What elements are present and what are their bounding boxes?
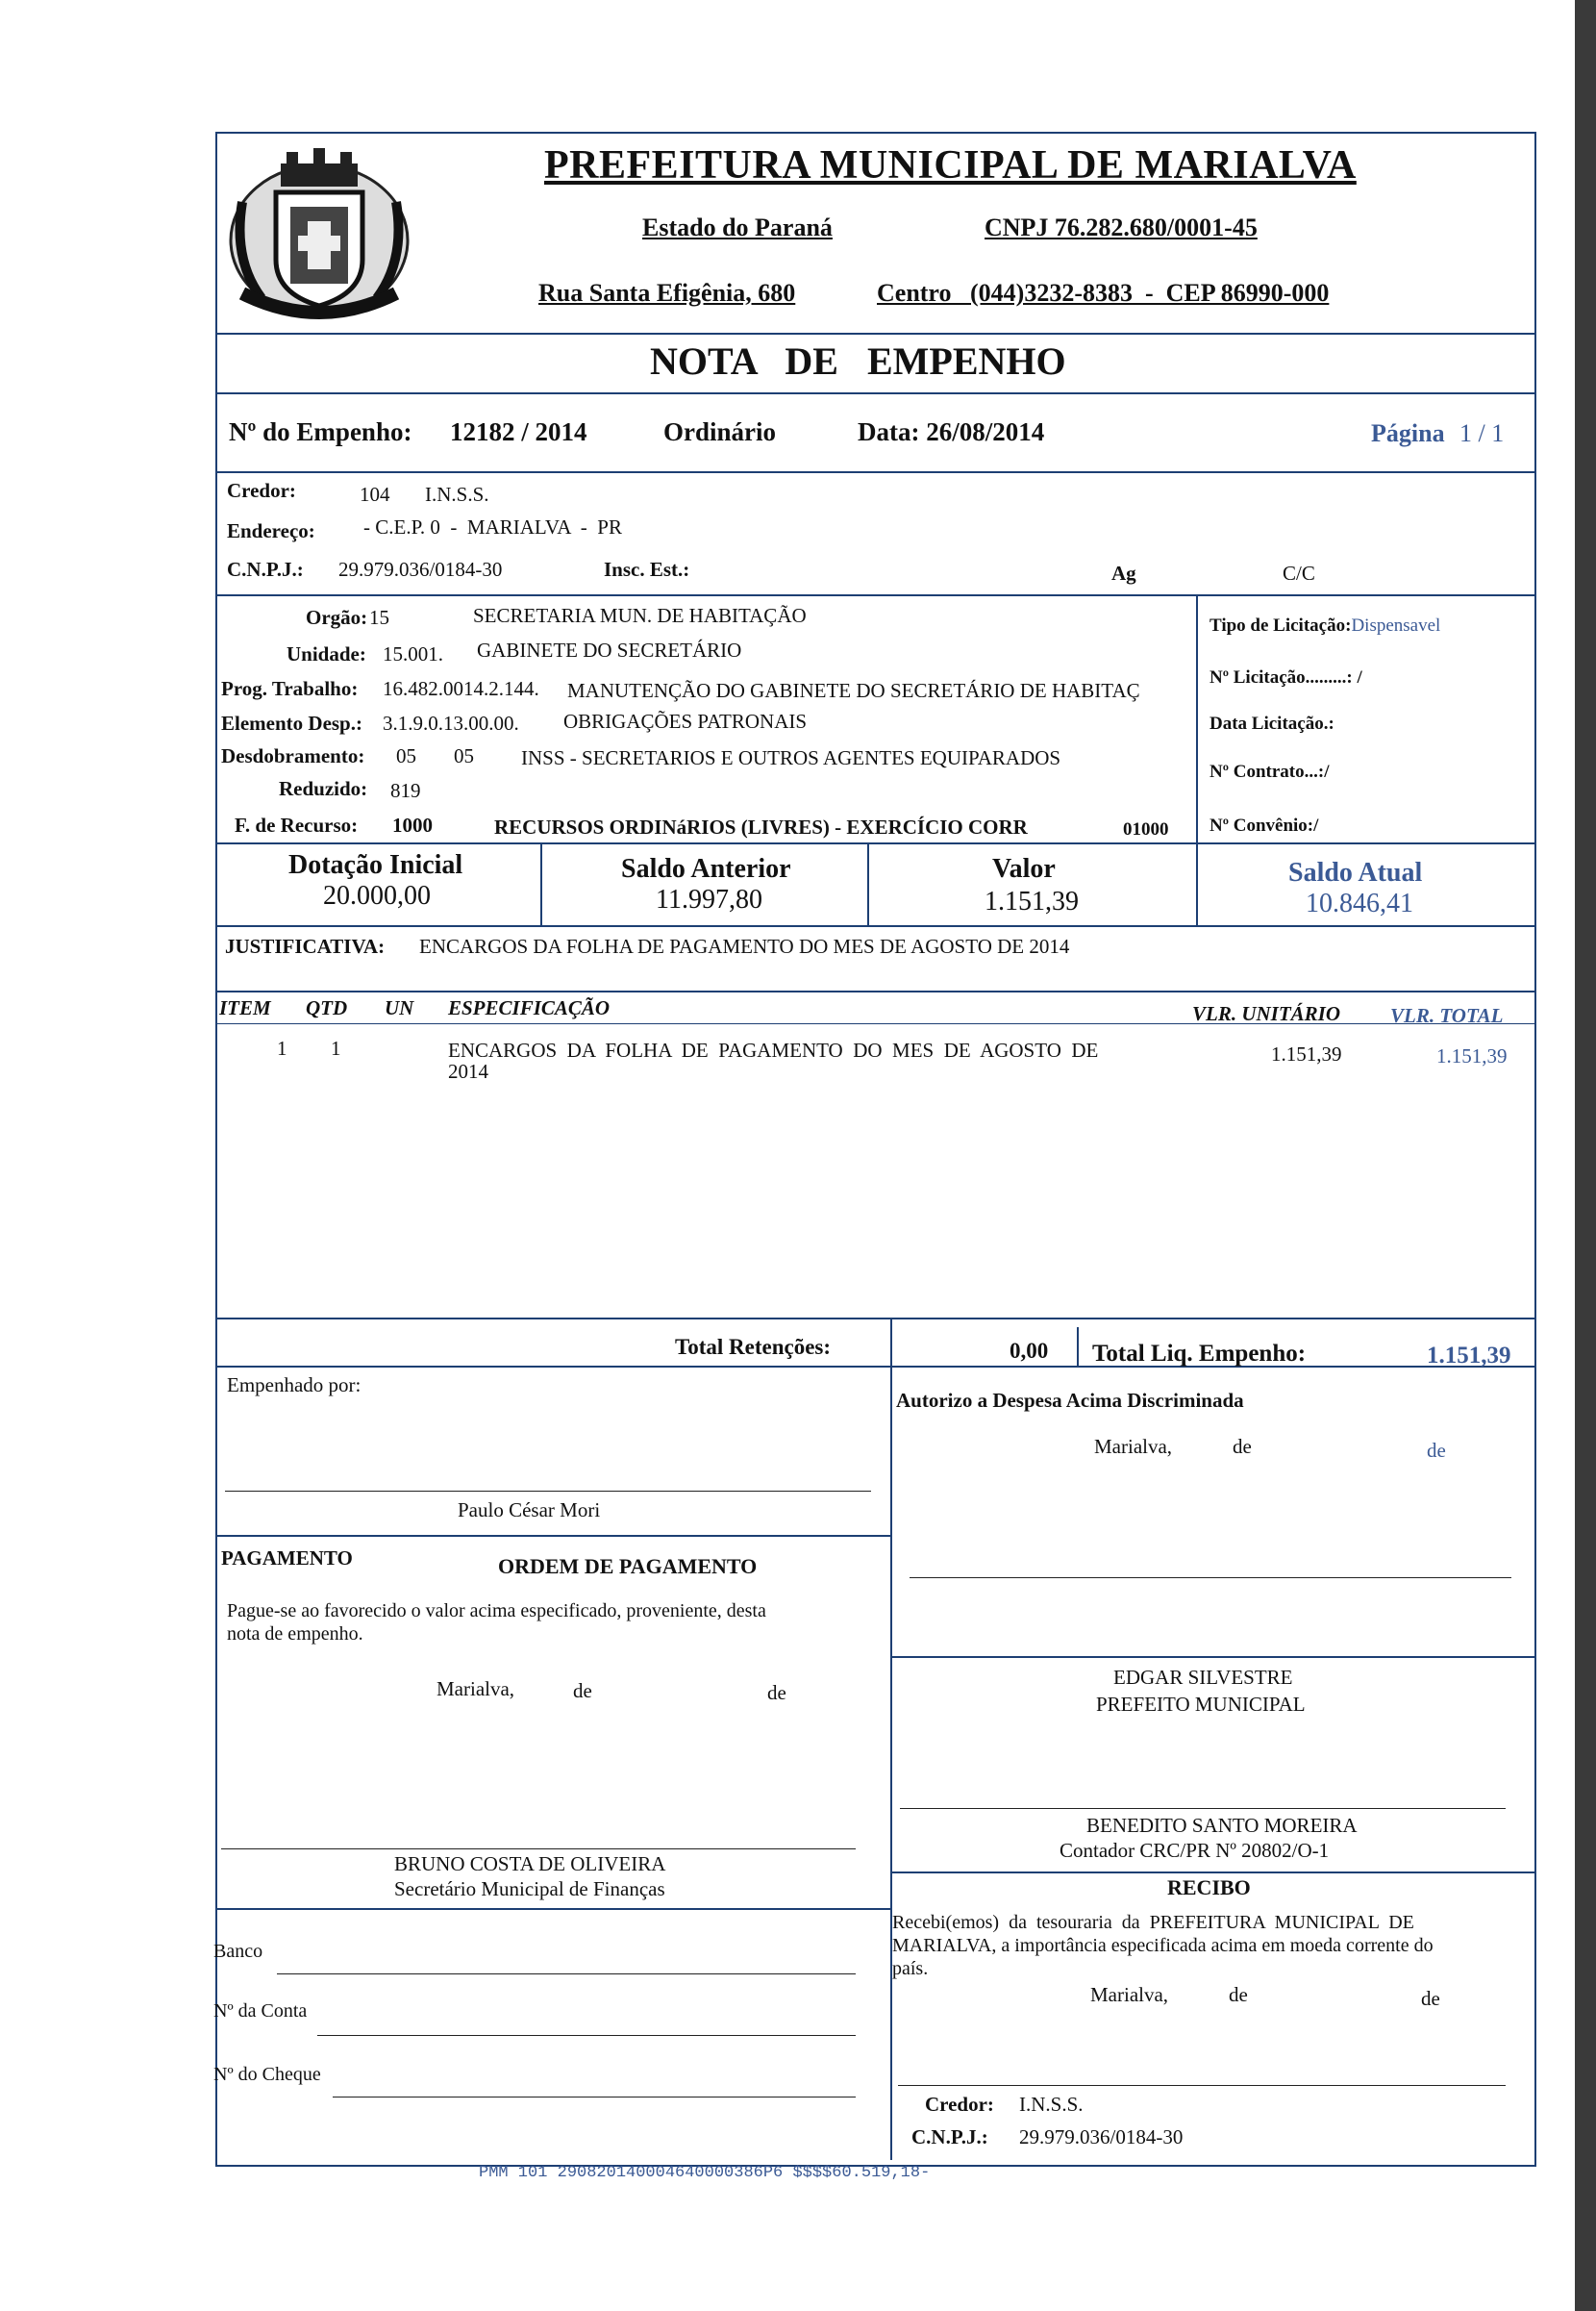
col-spec-header: ESPECIFICAÇÃO [448,996,611,1019]
contador-name: BENEDITO SANTO MOREIRA [1086,1814,1358,1837]
fonte-name: RECURSOS ORDINáRIOS (LIVRES) - EXERCÍCIO CORR [494,816,1028,839]
divider [215,925,1534,927]
account-label: C/C [1283,562,1315,585]
divider [1196,596,1198,927]
total-liq-value: 1.151,39 [1427,1343,1511,1369]
desdobramento-b: 05 [454,744,474,767]
document-title: NOTA DE EMPENHO [650,339,1066,383]
orgao-name: SECRETARIA MUN. DE HABITAÇÃO [473,604,807,627]
pagamento-text-1: Pague-se ao favorecido o valor acima especificado, proveniente, desta [227,1600,766,1621]
licitacao-type-label: Tipo de Licitação:Dispensavel [1209,615,1441,636]
justificativa-label: JUSTIFICATIVA: [225,935,386,958]
unidade-label: Unidade: [287,642,366,666]
street-address: Rua Santa Efigênia, 680 [538,279,796,307]
licitacao-date: Data Licitação.: [1209,714,1334,734]
pagamento-text-2: nota de empenho. [227,1623,363,1645]
total-liq-label: Total Liq. Empenho: [1092,1341,1307,1367]
elemento-label: Elemento Desp.: [221,712,362,735]
unidade-code: 15.001. [383,642,443,666]
valor-label: Valor [992,854,1056,884]
ordem-pagamento-label: ORDEM DE PAGAMENTO [498,1554,758,1578]
divider [215,1366,1534,1368]
prefeito-name: EDGAR SILVESTRE [1113,1666,1293,1689]
recibo-credor-value: I.N.S.S. [1019,2093,1084,2116]
divider [215,1023,1534,1024]
elemento-code: 3.1.9.0.13.00.00. [383,712,519,735]
divider [215,594,1534,596]
row-spec-line2: 2014 [448,1060,488,1083]
address-rest: Centro (044)3232-8383 - CEP 86990-000 [877,279,1330,307]
page-edge [1575,0,1596,2311]
signature-line [900,1808,1506,1809]
signature-line [898,2085,1506,2086]
fonte-code: 1000 [392,814,433,837]
divider [215,392,1534,394]
date-de-2: de [767,1681,786,1704]
address-label: Endereço: [227,519,315,542]
date-de-2: de [1421,1987,1440,2010]
date-de-1: de [1233,1435,1252,1458]
secfin-title: Secretário Municipal de Finanças [394,1877,665,1900]
conta-label: Nº da Conta [213,2000,308,2022]
col-un-header: UN [385,996,414,1019]
empenho-type: Ordinário [663,417,777,446]
insc-est-label: Insc. Est.: [604,558,690,581]
place-date: Marialva, [1094,1435,1173,1458]
dotacao-value: 20.000,00 [323,881,431,911]
state-label: Estado do Paraná [642,214,833,241]
divider [890,1318,892,2160]
banco-label: Banco [213,1941,263,1962]
divider [215,1908,890,1910]
page-number: 1 / 1 [1459,419,1505,447]
col-item-header: ITEM [219,996,271,1019]
contador-title: Contador CRC/PR Nº 20802/O-1 [1060,1839,1330,1862]
retencoes-value: 0,00 [1010,1339,1049,1363]
desdobramento-name: INSS - SECRETARIOS E OUTROS AGENTES EQUIPARADOS [521,746,1061,769]
row-total-value: 1.151,39 [1436,1044,1508,1068]
divider [215,333,1534,335]
signature-line [910,1577,1511,1578]
credor-label: Credor: [227,479,296,502]
prog-code: 16.482.0014.2.144. [383,677,539,700]
saldo-atual-value: 10.846,41 [1306,889,1413,918]
justificativa-text: ENCARGOS DA FOLHA DE PAGAMENTO DO MES DE AGOSTO DE 2014 [419,935,1070,958]
empenho-number: 12182 / 2014 [450,417,587,446]
divider [215,471,1534,473]
desdobramento-label: Desdobramento: [221,744,365,767]
col-unit-header: VLR. UNITÁRIO [1192,1002,1341,1025]
recibo-title: RECIBO [1167,1875,1251,1899]
signature-line [225,1491,871,1492]
empenhado-label: Empenhado por: [227,1373,362,1396]
saldo-anterior-label: Saldo Anterior [621,854,791,884]
col-total-header: VLR. TOTAL [1390,1004,1504,1027]
col-qtd-header: QTD [306,996,348,1019]
licitacao-number: Nº Licitação.........: / [1209,667,1362,688]
divider [1077,1327,1079,1366]
autorizo-text: Autorizo a Despesa Acima Discriminada [896,1389,1244,1412]
banco-field[interactable] [277,1973,856,1974]
divider [215,991,1534,992]
cheque-label: Nº do Cheque [213,2064,321,2085]
date-de-2: de [1427,1439,1446,1462]
place-date: Marialva, [1090,1983,1169,2006]
empenho-number-label: Nº do Empenho: [229,417,412,446]
place-date: Marialva, [436,1677,515,1700]
recibo-cnpj-value: 29.979.036/0184-30 [1019,2125,1184,2148]
divider [215,1535,890,1537]
credor-cnpj: 29.979.036/0184-30 [338,558,503,581]
empenho-date: Data: 26/08/2014 [858,417,1045,446]
signature-line [221,1848,856,1849]
city-crest-logo [223,135,415,327]
valor-value: 1.151,39 [985,887,1079,917]
divider [540,844,542,927]
recibo-line-1: Recebi(emos) da tesouraria da PREFEITURA MUNICIPAL DE [892,1912,1414,1933]
secfin-name: BRUNO COSTA DE OLIVEIRA [394,1852,666,1875]
orgao-code: 15 [369,606,389,629]
credor-code: 104 [360,483,390,506]
divider [867,844,869,927]
recibo-credor-label: Credor: [925,2093,994,2116]
contract-number: Nº Contrato...:/ [1209,762,1330,782]
empenhado-name: Paulo César Mori [458,1498,601,1521]
fonte-label: F. de Recurso: [235,814,359,837]
prog-name: MANUTENÇÃO DO GABINETE DO SECRETÁRIO DE HABITAÇ [567,679,1140,702]
desdobramento-a: 05 [396,744,416,767]
row-spec-line1: ENCARGOS DA FOLHA DE PAGAMENTO DO MES DE AGOSTO DE [448,1039,1099,1062]
pagamento-label: PAGAMENTO [221,1546,353,1570]
credor-address: - C.E.P. 0 - MARIALVA - PR [363,515,622,539]
divider [890,1656,1534,1658]
unidade-name: GABINETE DO SECRETÁRIO [477,639,742,662]
recibo-line-3: país. [892,1958,929,1979]
row-unit-value: 1.151,39 [1271,1042,1342,1066]
row-qtd: 1 [331,1037,341,1060]
dotacao-label: Dotação Inicial [288,850,463,880]
fonte-code-2: 01000 [1123,819,1169,840]
date-de-1: de [1229,1983,1248,2006]
saldo-atual-label: Saldo Atual [1288,858,1423,888]
prog-label: Prog. Trabalho: [221,677,359,700]
recibo-line-2: MARIALVA, a importância especificada acima em moeda corrente do [892,1935,1434,1956]
row-item: 1 [277,1037,287,1060]
page-label: Página [1371,419,1445,447]
conta-field[interactable] [317,2035,856,2036]
divider [215,842,1534,844]
divider [890,1871,1534,1873]
cnpj-label: C.N.P.J.: [227,558,304,581]
recibo-cnpj-label: C.N.P.J.: [911,2125,988,2148]
convenio-number: Nº Convênio:/ [1209,816,1319,836]
date-de-1: de [573,1679,592,1702]
divider [215,1318,1534,1319]
processing-stamp: PMM 101 290820140004640000386P6 $$$$60.519,18- [479,2164,931,2182]
orgao-label: Orgão: [306,606,368,629]
saldo-anterior-value: 11.997,80 [656,885,762,915]
reduzido-value: 819 [390,779,421,802]
city-hall-title: PREFEITURA MUNICIPAL DE MARIALVA [544,143,1357,188]
retencoes-label: Total Retenções: [675,1335,832,1359]
agency-label: Ag [1111,562,1136,585]
credor-name: I.N.S.S. [425,483,489,506]
cnpj-header: CNPJ 76.282.680/0001-45 [985,214,1258,241]
prefeito-title: PREFEITO MUNICIPAL [1096,1693,1306,1716]
elemento-name: OBRIGAÇÕES PATRONAIS [563,710,808,733]
reduzido-label: Reduzido: [279,777,368,800]
